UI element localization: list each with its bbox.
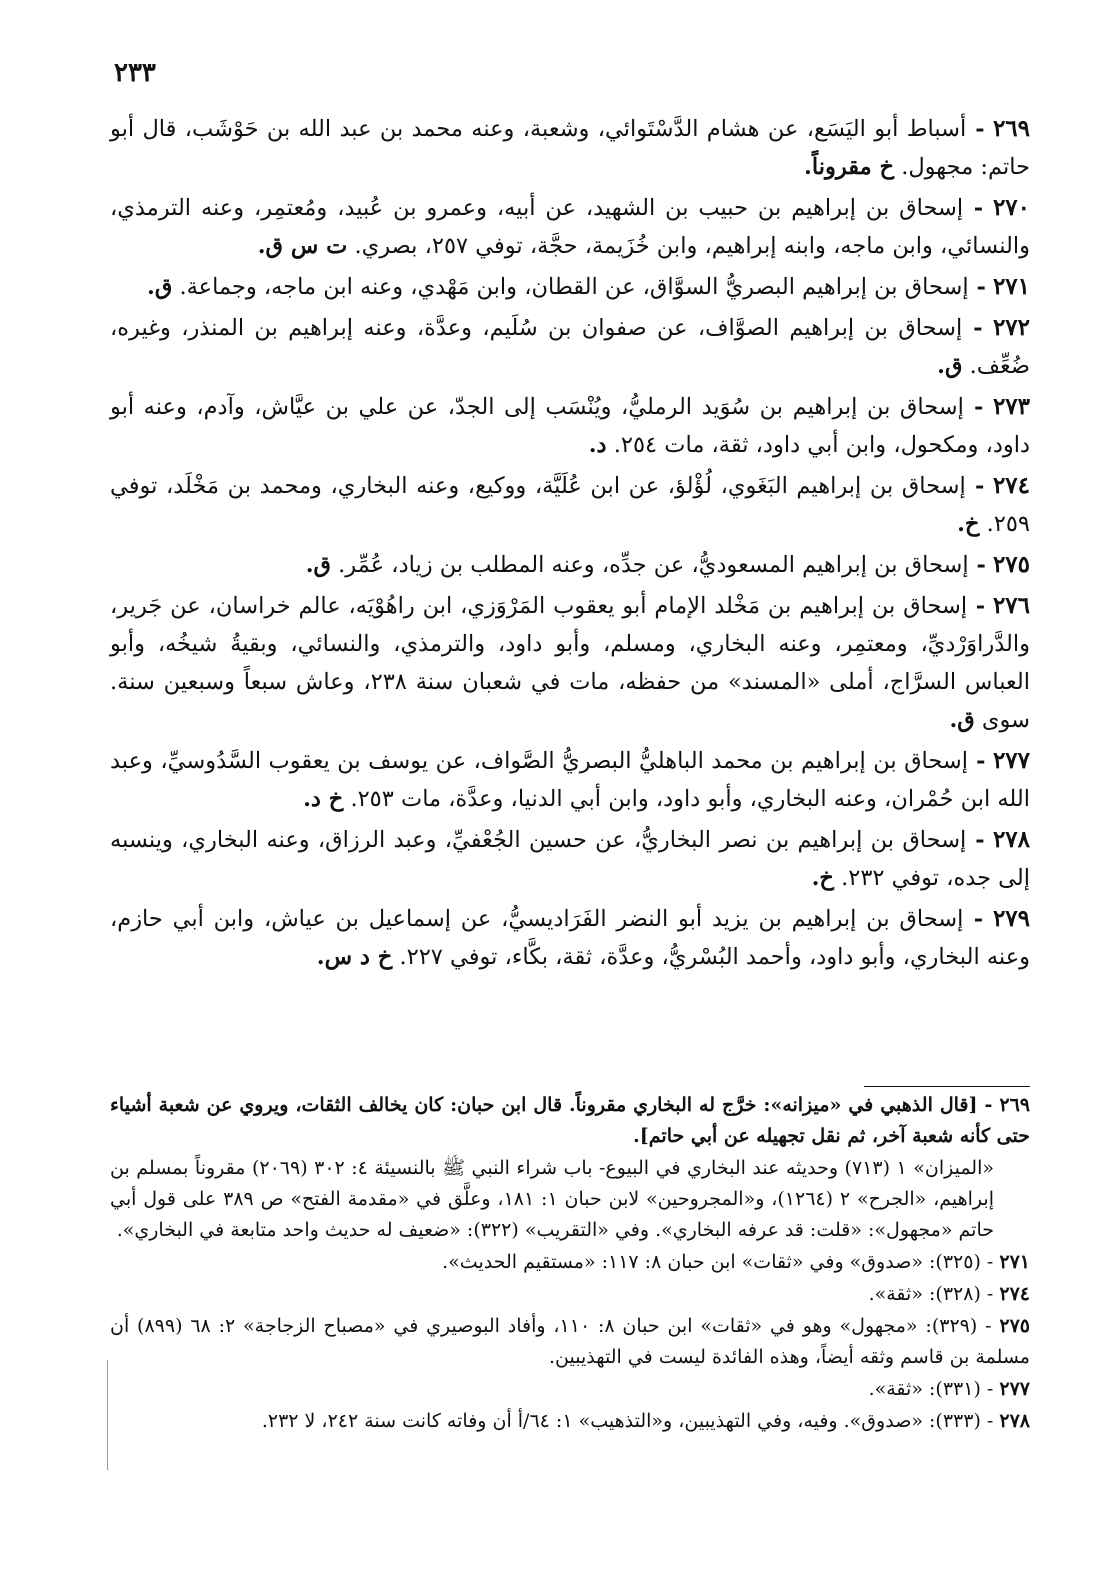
footnote-text: (٣٢٩): «مجهول» وهو في «ثقات» ابن حبان ٨: ١١٠، وأفاد البوصيري في «مصباح الزجاجة» ٢: ٦٨ (٨٩٩) أن مسلمة بن قاسم وثقه أيضاً، وهذه الفائدة ليست في التهذيبين. bbox=[110, 1315, 1030, 1368]
entry-text: إسحاق بن إبراهيم الصوَّاف، عن صفوان بن سُلَيم، وعدَّة، وعنه إبراهيم بن المنذر، وغيره، ضُعِّف. bbox=[110, 315, 1030, 379]
entry-code: ت س ق. bbox=[257, 233, 348, 259]
footnote-separator bbox=[864, 1086, 1030, 1087]
entry-text: إسحاق بن إبراهيم بن سُوَيد الرمليُّ، ويُنْسَب إلى الجدّ، عن علي بن عيَّاش، وآدم، وعنه أبو داود، ومكحول، وابن أبي داود، ثقة، مات ٢٥٤. bbox=[110, 394, 1030, 458]
footnotes-section bbox=[110, 1090, 1030, 1438]
entry-code: خ د س. bbox=[316, 944, 393, 970]
entry-code: ق. bbox=[305, 552, 331, 578]
footnote: ٢٧٧ - (٣٣١): «ثقة». bbox=[868, 1378, 1030, 1400]
entry-number: ٢٧٤ bbox=[992, 472, 1031, 499]
footnote: ٢٧٥ - (٣٢٩): «مجهول» وهو في «ثقات» ابن حبان ٨: ١١٠، وأفاد البوصيري في «مصباح الزجاجة» ٢: ٦٨ (٨٩٩) أن مسلمة بن قاسم وثقه أيضاً، وهذه الفائدة ليست في التهذيبين. bbox=[110, 1315, 1030, 1368]
footnote bbox=[110, 1153, 1030, 1246]
entry-number: ٢٧٧ bbox=[992, 747, 1031, 774]
entry-number: ٢٧٢ bbox=[992, 314, 1030, 341]
entry-text: إسحاق بن إبراهيم بن نصر البخاريُّ، عن حسين الجُعْفيِّ، وعبد الرزاق، وعنه البخاري، وينسبه إلى جده، توفي ٢٣٢. bbox=[110, 827, 1030, 891]
entry: ٢٧١ - إسحاق بن إبراهيم البصريُّ السوَّاق، عن القطان، وابن مَهْدي، وعنه ابن ماجه، وجماعة. ق. bbox=[147, 273, 1030, 300]
entry-text: إسحاق بن إبراهيم بن يزيد أبو النضر الفَرَاديسيُّ، عن إسماعيل بن عياش، وابن أبي حازم، وعنه البخاري، وأبو داود، وأحمد البُسْريُّ، وعدَّة، ثقة، بكَّاء، توفي ٢٢٧. bbox=[110, 906, 1030, 970]
entry: ٢٧٢ - إسحاق بن إبراهيم الصوَّاف، عن صفوان بن سُلَيم، وعدَّة، وعنه إبراهيم بن المنذر، وغيره، ضُعِّف. ق. bbox=[110, 314, 1030, 379]
footnote-text: (٣٢٨): «ثقة». bbox=[868, 1283, 981, 1305]
footnote-number: ٢٧٤ bbox=[999, 1283, 1030, 1305]
entry-code: خ مقروناً. bbox=[804, 154, 895, 180]
entry-text: إسحاق بن إبراهيم المسعوديُّ، عن جدِّه، وعنه المطلب بن زياد، عُمِّر. bbox=[338, 552, 969, 578]
entry-number: ٢٧٠ bbox=[992, 194, 1031, 221]
footnote-text: «الميزان» ١ (٧١٣) وحديثه عند البخاري في البيوع- باب شراء النبي ﷺ بالنسيئة ٤: ٣٠٢ (٢٠٦٩) مقروناً بمسلم بن إبراهيم، «الجرح» ٢ (١٢٦٤)، و«المجروحين» لابن حبان ١: ١٨١، وعلَّق في «مقدمة الفتح» ص ٣٨٩ على قول أبي حاتم «مجهول»: «قلت: قد عرفه البخاري». وفي «التقريب» (٣٢٢): «ضعيف له حديث واحد متابعة في البخاري». bbox=[110, 1157, 995, 1241]
entry: ٢٧٧ - إسحاق بن إبراهيم بن محمد الباهليُّ البصريُّ الصَّواف، عن يوسف بن يعقوب السَّدُوسيِّ، وعبد الله ابن حُمْران، وعنه البخاري، وأبو داود، وابن أبي الدنيا، وعدَّة، مات ٢٥٣. خ د. bbox=[110, 747, 1031, 812]
entry-text: إسحاق بن إبراهيم بن مَخْلد الإمام أبو يعقوب المَرْوَزي، ابن راهُوْيَه، عالم خراسان، عن جَرير، والدَّراوَرْديِّ، ومعتمِر، وعنه البخاري، ومسلم، وأبو داود، والترمذي، والنسائي، وبقيةُ شيخُه، وأبو العباس السرَّاج، أملى «المسند» من حفظه، مات في شعبان سنة ٢٣٨، وعاش سبعاً وسبعين سنة. سوى bbox=[110, 593, 1030, 733]
footnote-text: [قال الذهبي في «ميزانه»: خرَّج له البخاري مقروناً. قال ابن حبان: كان يخالف الثقات، ويروي عن شعبة أشياء حتى كأنه شعبة آخر، ثم نقل تجهيله عن أبي حاتم]. bbox=[110, 1094, 1030, 1147]
footnote-text: (٣٣١): «ثقة». bbox=[868, 1378, 981, 1400]
entries-section bbox=[110, 110, 1030, 979]
entry-text: إسحاق بن إبراهيم بن حبيب بن الشهيد، عن أبيه، وعمرو بن عُبيد، ومُعتمِر، وعنه الترمذي، والنسائي، وابن ماجه، وابنه إبراهيم، وابن خُزَيمة، حجَّة، توفي ٢٥٧، بصري. bbox=[110, 195, 1030, 259]
entry-number: ٢٧٦ bbox=[992, 592, 1030, 619]
entry: ٢٦٩ - أسباط أبو اليَسَع، عن هشام الدَّسْتَوائي، وشعبة، وعنه محمد بن عبد الله بن حَوْشَب، قال أبو حاتم: مجهول. خ مقروناً. bbox=[110, 115, 1031, 180]
entry-code: ق. bbox=[147, 274, 173, 300]
footnote-number: ٢٧٥ bbox=[999, 1315, 1030, 1337]
entry-number: ٢٧٣ bbox=[992, 393, 1030, 420]
entry: ٢٧٣ - إسحاق بن إبراهيم بن سُوَيد الرمليُّ، ويُنْسَب إلى الجدّ، عن علي بن عيَّاش، وآدم، وعنه أبو داود، ومكحول، وابن أبي داود، ثقة، مات ٢٥٤. د. bbox=[110, 393, 1030, 458]
margin-mark bbox=[107, 1360, 108, 1470]
footnote-number: ٢٧٨ bbox=[999, 1410, 1030, 1432]
entry-code: ق. bbox=[937, 353, 963, 379]
entry: ٢٧٦ - إسحاق بن إبراهيم بن مَخْلد الإمام أبو يعقوب المَرْوَزي، ابن راهُوْيَه، عالم خراسان، عن جَرير، والدَّراوَرْديِّ، ومعتمِر، وعنه البخاري، ومسلم، وأبو داود، والترمذي، والنسائي، وبقيةُ شيخُه، وأبو العباس السرَّاج، أملى «المسند» من حفظه، مات في شعبان سنة ٢٣٨، وعاش سبعاً وسبعين سنة. سوى ق. bbox=[110, 592, 1030, 733]
entry-number: ٢٧١ bbox=[992, 273, 1030, 300]
entry-number: ٢٧٥ bbox=[992, 551, 1030, 578]
footnote-text: (٣٣٣): «صدوق». وفيه، وفي التهذيبين، و«التذهيب» ١: ٦٤/أ أن وفاته كانت سنة ٢٤٢، لا ٢٣٢. bbox=[261, 1410, 981, 1432]
entry-code: خ د. bbox=[303, 786, 344, 812]
footnote-text: (٣٢٥): «صدوق» وفي «ثقات» ابن حبان ٨: ١١٧: «مستقيم الحديث». bbox=[442, 1251, 981, 1273]
entry-code: ق. bbox=[949, 707, 975, 733]
footnote-number: ٢٧٧ bbox=[999, 1378, 1030, 1400]
entry-code: خ. bbox=[957, 511, 980, 537]
entry-text: إسحاق بن إبراهيم البَغَوي، لُؤْلؤ، عن ابن عُلَيَّة، ووكيع، وعنه البخاري، ومحمد بن مَخْلَد، توفي ٢٥٩. bbox=[110, 473, 1030, 537]
entry-code: خ. bbox=[811, 865, 834, 891]
footnote: ٢٧١ - (٣٢٥): «صدوق» وفي «ثقات» ابن حبان ٨: ١١٧: «مستقيم الحديث». bbox=[442, 1251, 1030, 1273]
page-number: ٢٣٣ bbox=[114, 58, 156, 88]
entry: ٢٧٤ - إسحاق بن إبراهيم البَغَوي، لُؤْلؤ، عن ابن عُلَيَّة، ووكيع، وعنه البخاري، ومحمد بن مَخْلَد، توفي ٢٥٩. خ. bbox=[110, 472, 1031, 537]
footnote: ٢٧٨ - (٣٣٣): «صدوق». وفيه، وفي التهذيبين، و«التذهيب» ١: ٦٤/أ أن وفاته كانت سنة ٢٤٢، لا ٢٣٢. bbox=[261, 1410, 1030, 1432]
entry: ٢٧٥ - إسحاق بن إبراهيم المسعوديُّ، عن جدِّه، وعنه المطلب بن زياد، عُمِّر. ق. bbox=[305, 551, 1030, 578]
footnote-number: ٢٦٩ bbox=[999, 1094, 1030, 1116]
footnote: ٢٧٤ - (٣٢٨): «ثقة». bbox=[868, 1283, 1030, 1305]
entry-number: ٢٧٨ bbox=[992, 826, 1030, 853]
entry-code: د. bbox=[588, 432, 607, 458]
entry-number: ٢٧٩ bbox=[992, 905, 1031, 932]
entry-number: ٢٦٩ bbox=[992, 115, 1031, 142]
entry: ٢٧٠ - إسحاق بن إبراهيم بن حبيب بن الشهيد، عن أبيه، وعمرو بن عُبيد، ومُعتمِر، وعنه الترمذي، والنسائي، وابن ماجه، وابنه إبراهيم، وابن خُزَيمة، حجَّة، توفي ٢٥٧، بصري. ت س ق. bbox=[110, 194, 1031, 259]
footnote-number: ٢٧١ bbox=[999, 1251, 1030, 1273]
entry: ٢٧٨ - إسحاق بن إبراهيم بن نصر البخاريُّ، عن حسين الجُعْفيِّ، وعبد الرزاق، وعنه البخاري، وينسبه إلى جده، توفي ٢٣٢. خ. bbox=[110, 826, 1030, 891]
entry-text: إسحاق بن إبراهيم بن محمد الباهليُّ البصريُّ الصَّواف، عن يوسف بن يعقوب السَّدُوسيِّ، وعبد الله ابن حُمْران، وعنه البخاري، وأبو داود، وابن أبي الدنيا، وعدَّة، مات ٢٥٣. bbox=[110, 748, 1030, 812]
footnote: ٢٦٩ - [قال الذهبي في «ميزانه»: خرَّج له البخاري مقروناً. قال ابن حبان: كان يخالف الثقات، ويروي عن شعبة أشياء حتى كأنه شعبة آخر، ثم نقل تجهيله عن أبي حاتم]. bbox=[110, 1094, 1030, 1147]
entry-text: إسحاق بن إبراهيم البصريُّ السوَّاق، عن القطان، وابن مَهْدي، وعنه ابن ماجه، وجماعة. bbox=[179, 274, 969, 300]
entry-text: أسباط أبو اليَسَع، عن هشام الدَّسْتَوائي، وشعبة، وعنه محمد بن عبد الله بن حَوْشَب، قال أبو حاتم: مجهول. bbox=[110, 116, 1030, 180]
entry: ٢٧٩ - إسحاق بن إبراهيم بن يزيد أبو النضر الفَرَاديسيُّ، عن إسماعيل بن عياش، وابن أبي حازم، وعنه البخاري، وأبو داود، وأحمد البُسْريُّ، وعدَّة، ثقة، بكَّاء، توفي ٢٢٧. خ د س. bbox=[110, 905, 1031, 970]
